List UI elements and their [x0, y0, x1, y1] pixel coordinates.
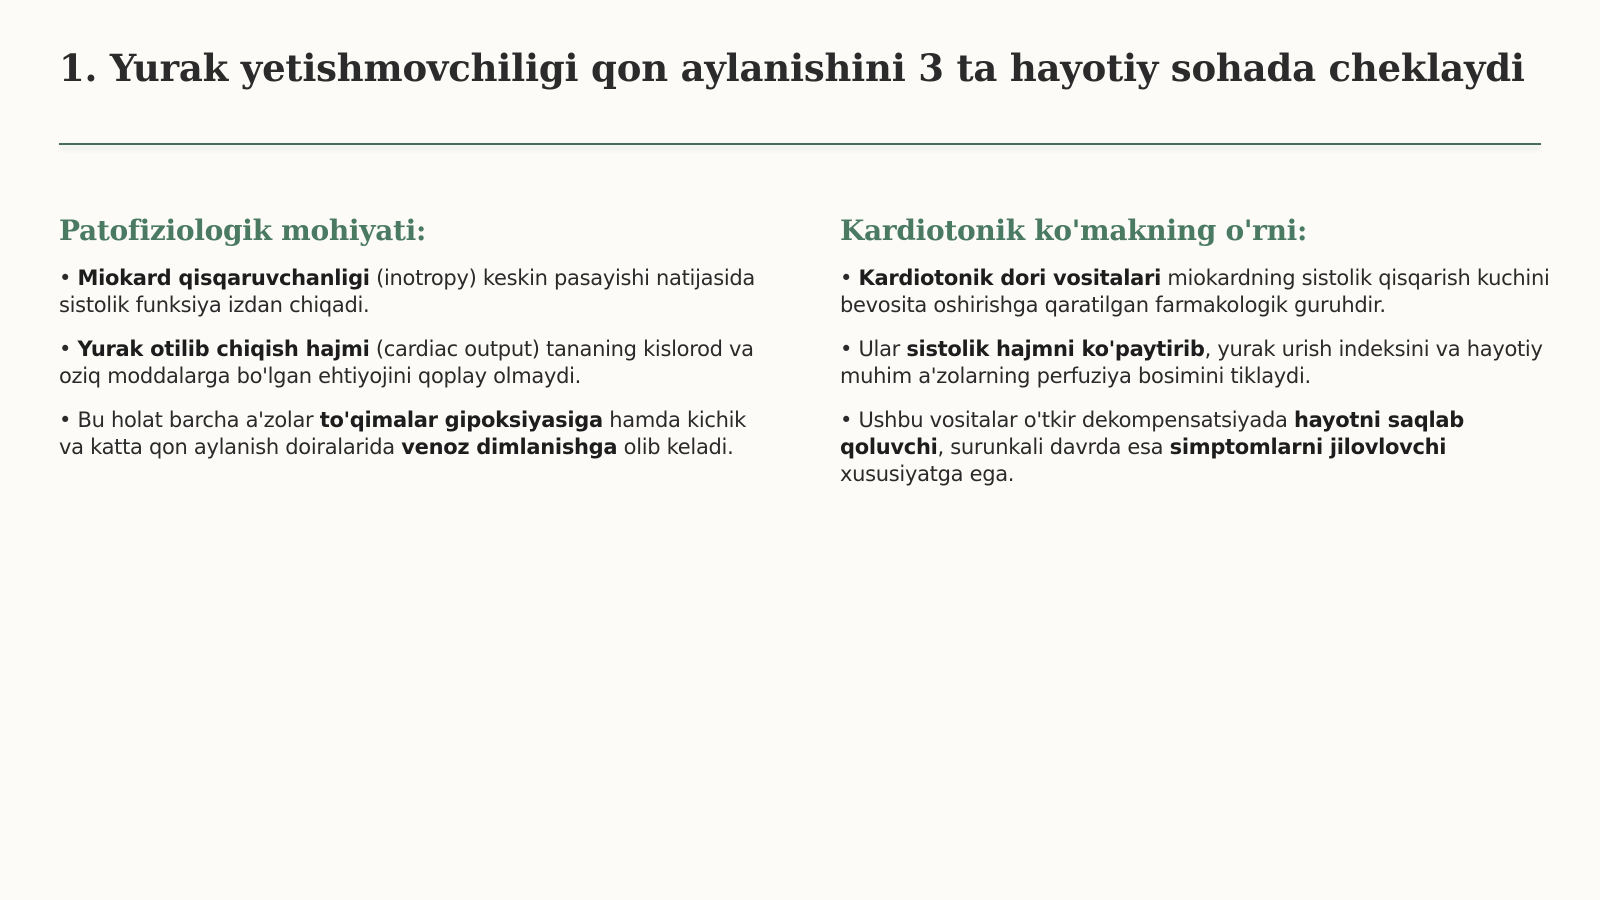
left-column [59, 214, 769, 478]
bullet-item [840, 407, 1550, 488]
bullet-text: , surunkali davrda esa [937, 435, 1170, 459]
bullet-emphasis: Miokard qisqaruvchanligi [77, 266, 370, 290]
bullet-marker: • [59, 408, 78, 432]
bullet-item [59, 407, 769, 461]
slide-title: 1. Yurak yetishmovchiligi qon aylanishini 3 ta hayotiy sohada cheklaydi [59, 46, 1525, 90]
bullet-text: olib keladi. [617, 435, 734, 459]
bullet-marker: • [840, 337, 859, 361]
bullet-marker: • [59, 337, 78, 361]
bullet-emphasis: hayotni saqlab qoluvchi [840, 408, 1464, 459]
bullet-text: (inotropy) keskin pasayishi natijasida sistolik funksiya izdan chiqadi. [59, 266, 755, 317]
left-bullet-list [59, 265, 769, 461]
bullet-item [840, 336, 1550, 390]
bullet-item [59, 336, 769, 390]
bullet-emphasis: venoz dimlanishga [401, 435, 618, 459]
bullet-item [59, 265, 769, 319]
bullet-text: Ushbu vositalar o'tkir dekompensatsiyada [858, 408, 1294, 432]
right-column-heading: Kardiotonik ko'makning o'rni: [840, 214, 1307, 247]
bullet-text: Ular [858, 337, 907, 361]
bullet-text: , yurak urish indeksini va hayotiy muhim a'zolarning perfuziya bosimini tiklaydi. [840, 337, 1543, 388]
bullet-item [840, 265, 1550, 319]
right-column [840, 214, 1550, 505]
bullet-marker: • [840, 266, 859, 290]
bullet-emphasis: simptomlarni jilovlovchi [1169, 435, 1447, 459]
bullet-text: xususiyatga ega. [840, 462, 1015, 486]
bullet-emphasis: Kardiotonik dori vositalari [858, 266, 1161, 290]
left-column-heading: Patofiziologik mohiyati: [59, 214, 427, 247]
bullet-marker: • [59, 266, 78, 290]
title-divider [59, 143, 1541, 145]
bullet-marker: • [840, 408, 859, 432]
bullet-emphasis: to'qimalar gipoksiyasiga [319, 408, 603, 432]
bullet-text: Bu holat barcha a'zolar [77, 408, 320, 432]
bullet-text: hamda kichik va katta qon aylanish doiralarida [59, 408, 747, 459]
bullet-emphasis: Yurak otilib chiqish hajmi [77, 337, 370, 361]
bullet-text: miokardning sistolik qisqarish kuchini bevosita oshirishga qaratilgan farmakologik guruhdir. [840, 266, 1550, 317]
bullet-emphasis: sistolik hajmni ko'paytirib [906, 337, 1205, 361]
right-bullet-list [840, 265, 1550, 488]
bullet-text: (cardiac output) tananing kislorod va oziq moddalarga bo'lgan ehtiyojini qoplay olmaydi. [59, 337, 754, 388]
